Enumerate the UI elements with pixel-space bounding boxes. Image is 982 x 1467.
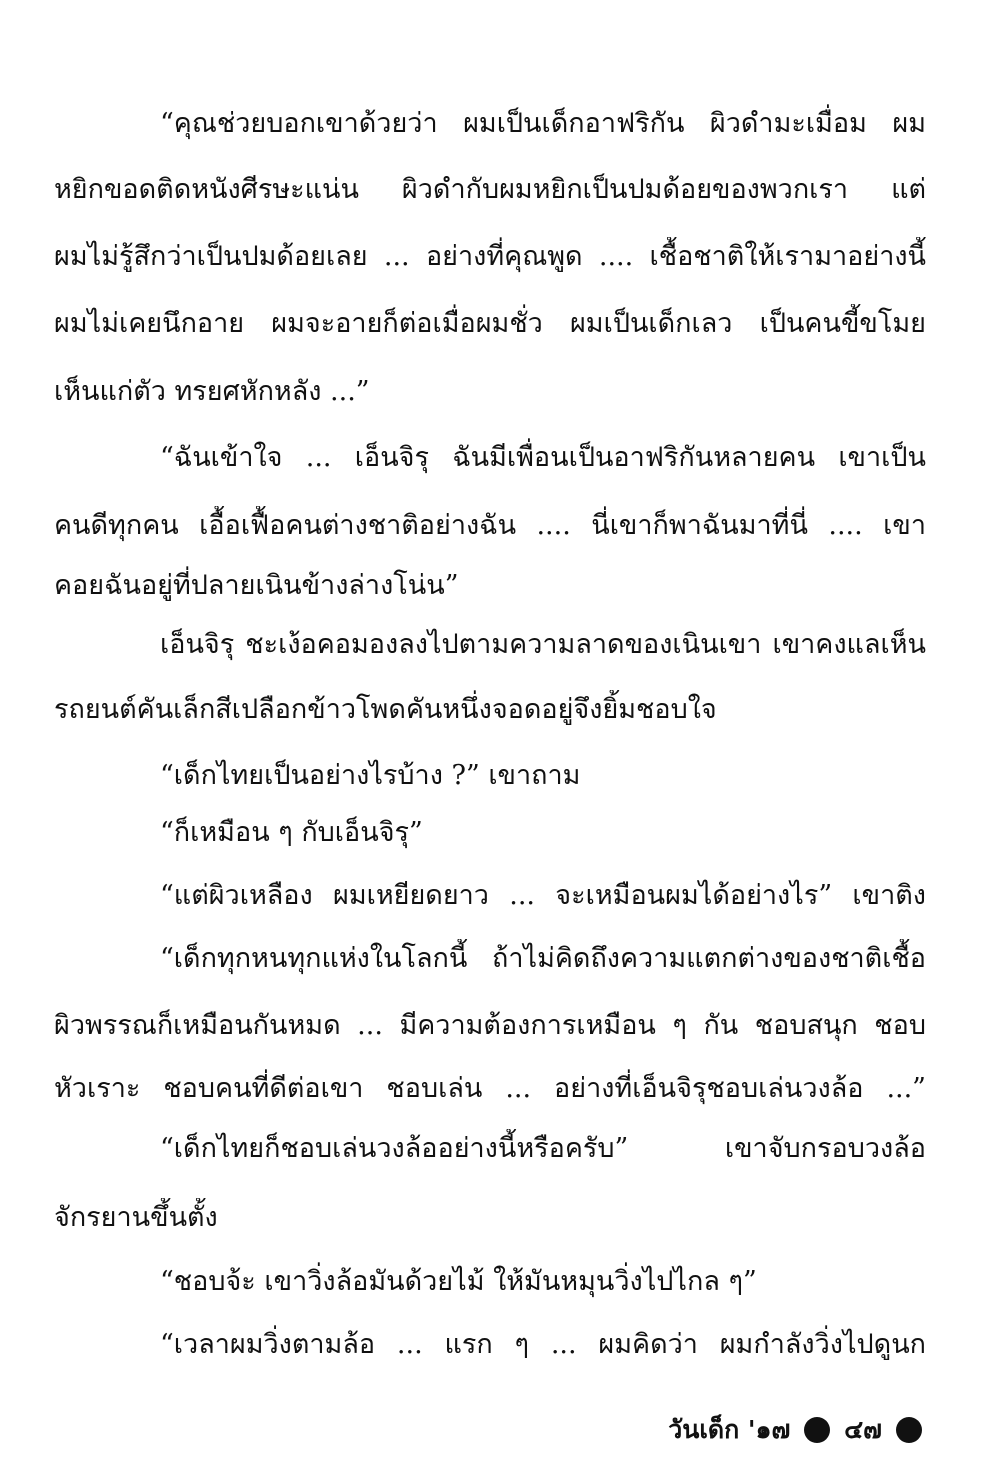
text-line: “แต่ผิวเหลือง ผมเหยียดยาว ... จะเหมือนผมได้อย่างไร” เขาติง (160, 880, 926, 911)
book-title: วันเด็ก '๑๗ (668, 1415, 791, 1444)
text-line: “เด็กทุกหนทุกแห่งในโลกนี้ ถ้าไม่คิดถึงความแตกต่างของชาติเชื้อ (160, 943, 926, 974)
page-number: ๔๗ (844, 1415, 882, 1444)
text-line: หัวเราะ ชอบคนที่ดีต่อเขา ชอบเล่น ... อย่างที่เอ็นจิรุชอบเล่นวงล้อ ...” (54, 1073, 926, 1104)
text-line: เอ็นจิรุ ชะเง้อคอมองลงไปตามความลาดของเนินเขา เขาคงแลเห็น (160, 629, 926, 660)
text-line: คนดีทุกคน เอื้อเฟื้อคนต่างชาติอย่างฉัน .... นี่เขาก็พาฉันมาที่นี่ .... เขา (54, 510, 926, 541)
text-line: “ชอบจ้ะ เขาวิ่งล้อมันด้วยไม้ ให้มันหมุนวิ่งไปไกล ๆ” (160, 1266, 757, 1297)
text-line: รถยนต์คันเล็กสีเปลือกข้าวโพดคันหนึ่งจอดอยู่จึงยิ้มชอบใจ (54, 694, 717, 725)
text-line: จักรยานขึ้นตั้ง (54, 1202, 218, 1233)
text-line: คอยฉันอยู่ที่ปลายเนินข้างล่างโน่น” (54, 570, 459, 601)
text-line: หยิกขอดติดหนังศีรษะแน่น ผิวดำกับผมหยิกเป็นปมด้อยของพวกเรา แต่ (54, 174, 926, 205)
text-line: “ฉันเข้าใจ ... เอ็นจิรุ ฉันมีเพื่อนเป็นอาฟริกันหลายคน เขาเป็น (160, 442, 926, 473)
bullet-icon (896, 1417, 922, 1443)
text-line: “ก็เหมือน ๆ กับเอ็นจิรุ” (160, 817, 423, 848)
text-line: “เด็กไทยก็ชอบเล่นวงล้ออย่างนี้หรือครับ” เขาจับกรอบวงล้อ (160, 1133, 926, 1164)
text-line: ผิวพรรณก็เหมือนกันหมด ... มีความต้องการเหมือน ๆ กัน ชอบสนุก ชอบ (54, 1010, 926, 1041)
text-line: ผมไม่รู้สึกว่าเป็นปมด้อยเลย ... อย่างที่คุณพูด .... เชื้อชาติให้เรามาอย่างนี้ (54, 241, 926, 272)
text-line: “เด็กไทยเป็นอย่างไรบ้าง ?” เขาถาม (160, 760, 581, 791)
text-line: “เวลาผมวิ่งตามล้อ ... แรก ๆ ... ผมคิดว่า ผมกำลังวิ่งไปดูนก (160, 1329, 926, 1360)
text-line: “คุณช่วยบอกเขาด้วยว่า ผมเป็นเด็กอาฟริกัน ผิวดำมะเมื่อม ผม (160, 108, 926, 139)
text-line: เห็นแก่ตัว ทรยศหักหลัง ...” (54, 376, 370, 407)
text-line: ผมไม่เคยนึกอาย ผมจะอายก็ต่อเมื่อผมชั่ว ผมเป็นเด็กเลว เป็นคนขี้ขโมย (54, 308, 926, 339)
bullet-icon (804, 1417, 830, 1443)
page-footer (668, 1408, 922, 1452)
